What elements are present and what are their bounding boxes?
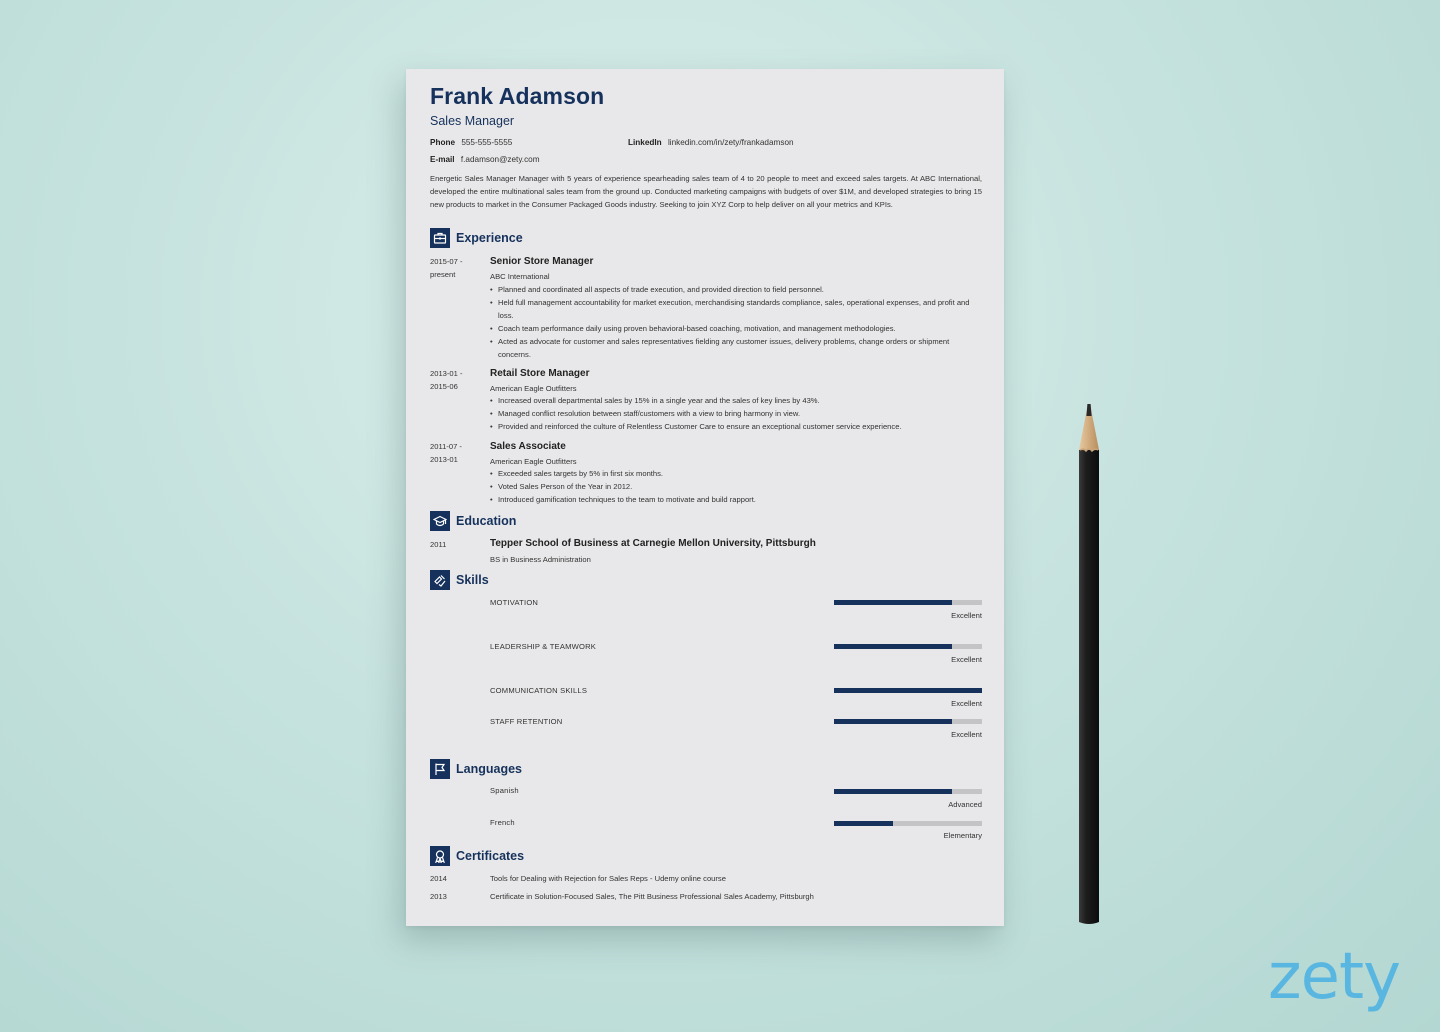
skill-level: Excellent	[951, 699, 982, 708]
contact-phone-label: Phone	[430, 138, 456, 147]
certificate-text: Certificate in Solution-Focused Sales, The Pitt Business Professional Sales Academy, Pittsburgh	[490, 892, 814, 901]
certificate-date: 2013	[430, 892, 447, 901]
job-bullet: • Held full management accountability for market execution, merchandising standards compliance, sales, operational expenses, and profit and loss.	[490, 297, 982, 323]
language-level: Elementary	[943, 831, 982, 840]
job-dates	[430, 368, 482, 394]
flag-icon	[430, 759, 450, 779]
skill-level: Excellent	[951, 655, 982, 664]
job-company: American Eagle Outfitters	[490, 457, 577, 466]
job-dates	[430, 441, 482, 467]
contact-linkedin-value: linkedin.com/in/zety/frankadamson	[667, 138, 794, 147]
job-bullet: • Introduced gamification techniques to the team to motivate and build rapport.	[490, 494, 982, 507]
certificate-text: Tools for Dealing with Rejection for Sales Reps - Udemy online course	[490, 874, 726, 883]
certificate-icon	[430, 846, 450, 866]
candidate-title: Sales Manager	[430, 114, 515, 128]
skill-name: LEADERSHIP & TEAMWORK	[490, 642, 597, 651]
job-title: Retail Store Manager	[490, 368, 590, 379]
job-date-start: 2013-01 -	[430, 369, 463, 378]
job-bullets	[490, 395, 982, 434]
job-bullet: • Voted Sales Person of the Year in 2012.	[490, 481, 982, 494]
contact-email-label: E-mail	[430, 155, 455, 164]
section-title-experience: Experience	[456, 231, 523, 245]
language-bar	[834, 789, 982, 794]
skill-name: STAFF RETENTION	[490, 717, 563, 726]
language-bar	[834, 821, 982, 826]
candidate-name: Frank Adamson	[430, 83, 605, 109]
contact-email-value: f.adamson@zety.com	[460, 155, 540, 164]
skill-bar-fill	[834, 600, 952, 605]
contact-phone-value: 555-555-5555	[461, 138, 513, 147]
skills-icon	[430, 570, 450, 590]
job-title: Senior Store Manager	[490, 256, 594, 267]
job-bullet: • Exceeded sales targets by 5% in first six months.	[490, 468, 982, 481]
education-school: Tepper School of Business at Carnegie Mellon University, Pittsburgh	[490, 538, 816, 549]
summary-text: Energetic Sales Manager Manager with 5 years of experience spearheading sales team of 4 to 20 people to meet and exceed sales targets. At ABC International, developed the entire multinational sales team from the ground up. Conducted marketing campaigns with budgets of over $1M, and developed strategies to bring 15 new products to market in the Consumer Packaged Goods industry. Seeking to join XYZ Corp to help deliver on all your metrics and KPIs.	[430, 174, 982, 209]
resume-page	[406, 69, 1004, 926]
language-bar-fill	[834, 789, 952, 794]
graduation-cap-icon	[430, 511, 450, 531]
language-name: French	[490, 818, 515, 827]
education-degree: BS in Business Administration	[490, 555, 591, 564]
skill-level: Excellent	[951, 730, 982, 739]
job-title: Sales Associate	[490, 441, 566, 452]
job-bullet: • Provided and reinforced the culture of Relentless Customer Care to ensure an exceptional customer service experience.	[490, 421, 982, 434]
skill-bar	[834, 719, 982, 724]
job-bullet: • Coach team performance daily using proven behavioral-based coaching, motivation, and management methodologies.	[490, 323, 982, 336]
language-bar-fill	[834, 821, 893, 826]
skill-bar	[834, 688, 982, 693]
skill-level: Excellent	[951, 611, 982, 620]
pencil-image	[1074, 402, 1106, 932]
job-bullet: • Acted as advocate for customer and sales representatives fielding any customer issues, delivery problems, change orders or shipment concerns.	[490, 336, 982, 362]
job-dates	[430, 256, 482, 282]
briefcase-icon	[430, 228, 450, 248]
job-date-start: 2015-07 -	[430, 257, 463, 266]
job-date-end: 2013-01	[430, 454, 458, 464]
job-date-end: 2015-06	[430, 381, 458, 391]
certificate-date: 2014	[430, 874, 447, 883]
education-date: 2011	[430, 540, 447, 549]
skill-bar-fill	[834, 688, 982, 693]
zety-logo: zety	[1268, 940, 1400, 1014]
skill-bar	[834, 644, 982, 649]
contact-email	[430, 155, 540, 164]
section-title-skills: Skills	[456, 573, 489, 587]
job-bullet: • Managed conflict resolution between staff/customers with a view to bring harmony in view.	[490, 408, 982, 421]
skill-name: COMMUNICATION SKILLS	[490, 686, 588, 695]
section-title-certificates: Certificates	[456, 849, 525, 863]
section-title-languages: Languages	[456, 762, 522, 776]
contact-linkedin-label: LinkedIn	[628, 138, 662, 147]
language-name: Spanish	[490, 786, 519, 795]
contact-phone	[430, 138, 512, 147]
job-date-start: 2011-07 -	[430, 442, 462, 451]
job-company: ABC International	[490, 272, 550, 281]
skill-bar	[834, 600, 982, 605]
contact-linkedin	[628, 138, 794, 147]
section-title-education: Education	[456, 514, 517, 528]
skill-name: MOTIVATION	[490, 598, 539, 607]
skill-bar-fill	[834, 644, 952, 649]
job-bullets	[490, 468, 982, 507]
job-company: American Eagle Outfitters	[490, 384, 577, 393]
job-bullet: • Increased overall departmental sales by 15% in a single year and the sales of key lines by 43%.	[490, 395, 982, 408]
skill-bar-fill	[834, 719, 952, 724]
job-date-end: present	[430, 269, 456, 279]
job-bullet: • Planned and coordinated all aspects of trade execution, and provided direction to field personnel.	[490, 284, 982, 297]
job-bullets	[490, 284, 982, 361]
language-level: Advanced	[948, 800, 982, 809]
